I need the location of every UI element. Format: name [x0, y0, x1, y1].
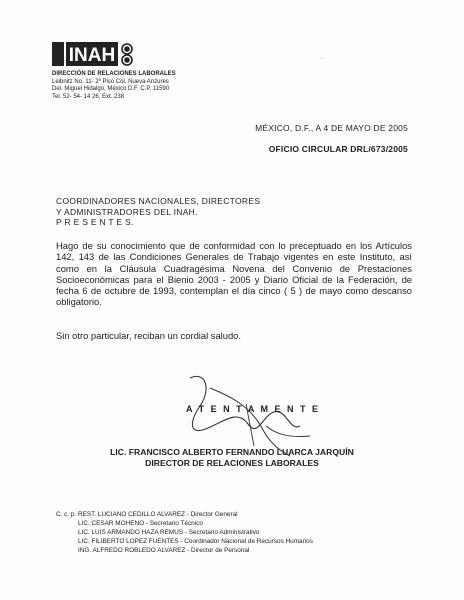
logo-emblem-icon: [122, 44, 132, 65]
ccp-list: [56, 510, 313, 555]
ccp-entry: REST. LUCIANO CEDILLO ALVAREZ - Director General: [78, 511, 238, 518]
address-line-1: Leibnitz No. 11- 2º Piso Col. Nueva Anzures: [52, 78, 169, 85]
phone-line: Tel. 52- 54- 14 26, Ext. 238: [52, 93, 125, 100]
signer-name: LIC. FRANCISCO ALBERTO FERNANDO LUARCA JARQUÍN: [110, 447, 354, 457]
closing-line: Sin otro particular, reciban un cordial saludo.: [56, 330, 241, 341]
ccp-entry: LIC. LUIS ARMANDO HAZA REMUS - Secretario Administrativo: [78, 529, 260, 536]
ccp-entry: LIC. FILIBERTO LOPEZ FUENTES - Coordinador Nacional de Recursos Humanos: [78, 538, 313, 545]
ccp-row: [56, 537, 313, 546]
ccp-row: [56, 510, 313, 519]
ccp-entry: LIC. CESAR MOHENO - Secretario Técnico: [78, 520, 203, 527]
signoff: A T E N T A M E N T E: [186, 404, 320, 414]
ccp-row: [56, 519, 313, 528]
ccp-row: [56, 528, 313, 537]
recipient-line: P R E S E N T E S.: [56, 217, 134, 227]
letterhead-block: [52, 71, 176, 101]
recipients-block: [56, 196, 260, 228]
recipient-line: Y ADMINISTRADORES DEL INAH.: [56, 206, 198, 217]
ccp-entry: ING. ALFREDO ROBLEDO ALVAREZ - Director de Personal: [78, 547, 250, 554]
ccp-row: [56, 546, 313, 555]
circular-reference: OFICIO CIRCULAR DRL/673/2005: [268, 144, 408, 154]
signer-title: DIRECTOR DE RELACIONES LABORALES: [145, 458, 319, 468]
inah-logo: [52, 40, 134, 68]
logo-text: INAH: [68, 45, 116, 66]
stray-mark: ·: [320, 54, 323, 63]
ccp-label: C. c. p.: [56, 511, 77, 518]
date-line: MÉXICO, D.F., A 4 DE MAYO DE 2005: [255, 123, 408, 133]
recipient-line: COORDINADORES NACIONALES, DIRECTORES: [56, 196, 261, 206]
letter-body: Hago de su conocimiento que de conformidad con lo preceptuado en los Artículos 142, 143 de las Condiciones Generales de Trabajo vigentes en este Instituto, así como en la Cláusula Cuadragésima Novena del Convenio de Prestaciones Socioeconómicas para el Bienio 2003 - 2005 y Diario Oficial de la Federación, de fecha 6 de octubre de 1993, contemplan el día cinco ( 5 ) de mayo como descanso obligatorio.: [56, 240, 412, 308]
department-name: DIRECCIÓN DE RELACIONES LABORALES: [52, 71, 176, 77]
logo-bar: [52, 42, 64, 66]
address-line-2: Del. Miguel Hidalgo, México D.F. C.P. 11590: [52, 86, 170, 92]
